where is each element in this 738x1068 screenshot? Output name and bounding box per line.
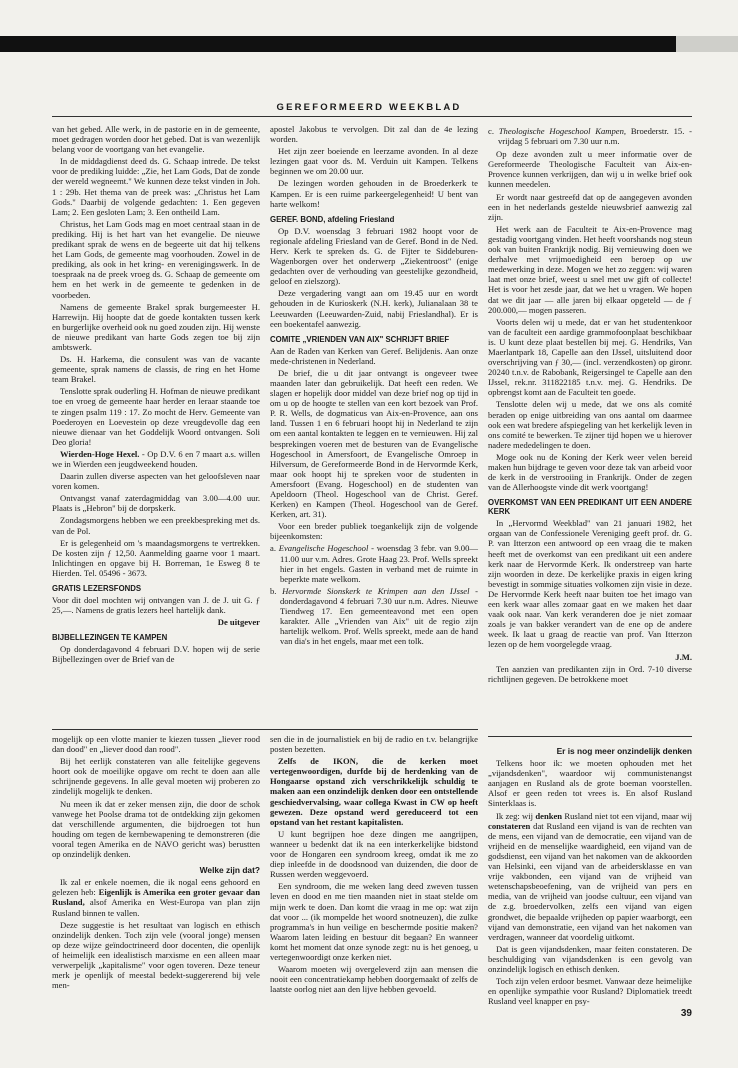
page-number: 39 (680, 1008, 692, 1019)
list-item (270, 586, 478, 647)
paragraph: Het werk aan de Faculteit te Aix-en-Provence mag gestadig voortgang vinden. Het heeft voorshands nog steun ook van buiten Frankrijk nodig. Bij vernieuwing doen we derhalve met vrijmoedigheid een beroep op uw medewerking in deze. Mogen we het zo zeggen: wij waren laat met onze brief, weest u snel met uw gift of collecte! Het is voor het zesde jaar, dat we het u vragen. We hopen dat we dit jaar — alle jaren bij elkaar opgeteld — de ƒ 200.000,— mogen passeren. (488, 223, 692, 315)
paragraph: Moge ook nu de Koning der Kerk weer velen bereid maken hun bijdrage te geven voor deze tak van arbeid voor de kerk in de verstrooiing in Frankrijk. Onder de zegen van de Allerhoogste vinde dit werk voortgang! (488, 451, 692, 493)
paragraph: Deze suggestie is het resultaat van logisch en ethisch onzindelijk denken. Toch zijn vele (vooral jonge) mensen op deze wijze geïndoctrineerd door docenten, die openlijk of heimelijk een idealistisch marxisme en een alleen maar verwerpelijk „kapitalisme" voor ogen toveren. Deze teneur merk je openlijk of meestal bedekt-suggererend bij vele men- (52, 919, 260, 991)
paragraph: Waarom moeten wij overgeleverd zijn aan mensen die nooit een concentratiekamp hebben doorgemaakt of zelfs de laatste oorlog niet aan den lijve hebben gevoeld. (270, 964, 478, 995)
section-heading: GRATIS LEZERSFONDS (52, 584, 142, 594)
paragraph: mogelijk op een vlotte manier te kiezen tussen „liever rood dan dood" en „liever dood dan rood". (52, 734, 260, 755)
list-text: - woensdag 3 febr. van 9.00—11.00 uur v.m. Adres. Grote Haag 23. Prof. Wells spreekt hier in het engels. Gasten in verband met de ruimte in beperkte mate welkom. (280, 543, 478, 584)
paragraph: apostel Jakobus te vervolgen. Dit zal dan de 4e lezing worden. (270, 124, 478, 145)
column-5 (270, 734, 478, 996)
paragraph: Er wordt naar gestreefd dat op de aangegeven avonden een in het nederlands gestelde nieuwsbrief aanwezig zal zijn. (488, 191, 692, 222)
header-rule (52, 116, 692, 117)
emphasis-text: constateren (488, 820, 531, 831)
column-4 (52, 734, 260, 992)
paragraph: Nu meen ik dat er zeker mensen zijn, die door de schok vanwege het Poolse drama tot de ontdekking zijn gekomen dat verschillende argumenten, die bijdroegen tot hun houding om tegen de kernbewapening te demonstreren (die vooral tegen Amerika en de NAVO gericht was) berustten op onzindelijk denken. (52, 798, 260, 860)
lead-text: Wierden-Hoge Hexel. (60, 448, 140, 459)
scan-top-bar-edge (676, 36, 738, 52)
paragraph: Voorts delen wij u mede, dat er van het studentenkoor van de faculteit een aardige grammofoonplaat beschikbaar is. U kunt deze plaat bestellen bij mej. G. Hendriks, Van Maerlantpark 18, Capelle aan den IJssel, uitsluitend door overschrijving van ƒ 30,— (incl. verzendkosten) op gironr. 20240 t.n.v. de Rabobank, Reigersingel te Capelle aan den IJssel, rek.nr. 311822185 t.n.v. mej. G. Hendriks. De opbrengst komt aan de Faculteit ten goede. (488, 316, 692, 398)
paragraph: De lezingen worden gehouden in de Broederkerk te Kampen. Er is een ruime parkeergelegenheid! U bent van harte welkom! (270, 178, 478, 209)
section-heading: BIJBELLEZINGEN TE KAMPEN (52, 633, 168, 643)
signature: J.M. (675, 651, 692, 662)
paragraph (52, 877, 260, 917)
emphasis-text: denken (535, 810, 563, 821)
section-heading: COMITE „VRIENDEN VAN AIX" SCHRIJFT BRIEF (270, 334, 450, 344)
paragraph-text: dat Rusland een vijand is van de rechten van de mens, een vijand van de democratie, een vijand van de vrijheid en de menselijke waardigheid, een vijand van de godsdienst, een vijand van het nakomen van de akkoorden van Helsinki, een vijand van de arbeidersklasse en van vrije vakbonden, een vijand van de vrijheid van wetenschapsbeoefening, van de vrijheid van pers en media, van de vrijheid van joodse cultuur, een vijand van de z.g. broedervolken, zelfs een vijand van eigen grondwet, die bepaalde vrijheden op papier waarborgt, een vijand van demonstratie, een vijand van het nakomen van verdragen, wanneer dat voordelig uitkomt. (488, 820, 692, 942)
emphasis-text: Eigenlijk is Amerika een groter gevaar dan Rusland, (52, 887, 260, 908)
paragraph: Ds. H. Harkema, die consulent was van de vacante gemeente, sprak namens de classis, de ring en het Home team Brakel. (52, 354, 260, 385)
section-heading: GEREF. BOND, afdeling Friesland (270, 214, 395, 224)
paragraph: van het gebed. Alle werk, in de pastorie en in de gemeente, moet gedragen worden door het gebed. Dat is van wezenlijk belang voor de voortgang van het evangelie. (52, 124, 260, 155)
paragraph: De brief, die u dit jaar ontvangt is ongeveer twee maanden later dan gebruikelijk. Dat heeft een reden. We slagen er hopelijk door middel van deze brief nog op tijd in om u op de hoogte te stellen van een kort bezoek van Prof. P. R. Wells, de dogmaticus van Aix-en-Provence, aan ons land. Tussen 1 en 6 februari hoopt hij in Nederland te zijn om een aantal kontakten te leggen en te vernieuwen. Hij zal besprekingen voeren met de besturen van de Evangelische Hogeschool in Amersfoort, de Evangelische Omroep in Hilversum, de Gereformeerde Bond in de Hervormde Kerk, maar ook hoopt hij te spreken voor de studenten in Amersfoort (Evang. Hogeschool) en de studenten van Apeldoorn (Theol. Hogeschool van de Christ. Geref. Kerken) en Kampen (Theol. Hogeschool van de Geref. Kerken, art. 31). (270, 367, 478, 520)
column-6 (488, 740, 692, 1008)
paragraph: Er is gelegenheid om 's maandagsmorgens te vertrekken. De kosten zijn ƒ 12,50. Aanmelding gaarne voor 1 maart. Inlichtingen en opgave bij H. Borreman, 1e Esweg 8 te Hierden. Tel. 05496 - 3673. (52, 537, 260, 578)
paragraph: Ontvangst vanaf zaterdagmiddag van 3.00—4.00 uur. Plaats is „Hebron" bij de dorpskerk. (52, 493, 260, 514)
paragraph-text: Ik zeg: wij (496, 810, 536, 821)
section-rule-right (488, 736, 692, 737)
signature: De uitgever (217, 617, 260, 628)
paragraph: Op D.V. woensdag 3 februari 1982 hoopt voor de regionale afdeling Friesland van de Geref. Bond in de Ned. Herv. Kerk te spreken ds. G. de Fijter te Siddeburen-Wagenborgen over het onderwerp „Ziekentroost" (enige gedachten over de verhouding van geestelijke gezondheid, geloof en zielszorg). (270, 225, 478, 287)
paragraph: Aan de Raden van Kerken van Geref. Belijdenis. Aan onze mede-christenen in Nederland. (270, 345, 478, 366)
paragraph-bold: Zelfs de IKON, die de kerken moet vertegenwoordigen, durfde bij de herdenking van de Hongaarse opstand zich verschrikkelijk schuldig te maken aan een onzindelijk denken door een ontstellende geschiedvervalsing, waar collega Kwast in CW op heeft gewezen. Deze opstand werd gereduceerd tot een opstand van het restant kapitalisten. (270, 756, 478, 827)
paragraph: Op deze avonden zult u meer informatie over de Gereformeerde Theologische Faculteit van Aix-en-Provence kunnen verkrijgen, dan wij u in welke brief ook kunnen meedelen. (488, 149, 692, 190)
paragraph: Bij het eerlijk constateren van alle feitelijke gegevens hoort ook de moeilijke opgave om recht te doen aan alle schrijnende gegevens. In alle geval moeten wij proberen zo zindelijk mogelijk te denken. (52, 756, 260, 797)
paragraph: In de middagdienst deed ds. G. Schaap intrede. De tekst voor de prediking luidde: „Zie, het Lam Gods, Dat de zonde der wereld wegneemt." We kunnen deze tekst vinden in Joh. 1 : 29b. Het thema van de preek was: „Christus het Lam Gods." Daarbij de volgende gedachten: 1. Een gegeven Lam; 2. Een gesloten Lam; 3. Een ontheild Lam. (52, 156, 260, 217)
paragraph: Op donderdagavond 4 februari D.V. hopen wij de serie Bijbellezingen over de Brief van de (52, 644, 260, 665)
meeting-list-continued (488, 126, 692, 146)
paragraph-text: - Op D.V. 6 en 7 maart a.s. willen we in Wierden een jeugdweekend houden. (52, 448, 260, 469)
section-rule (52, 729, 478, 730)
paragraph: Het zijn zeer boeiende en leerzame avonden. In al deze lezingen gaat voor ds. M. Verduin uit Kampen. Telkens beginnen we om 20.00 uur. (270, 146, 478, 177)
paragraph: Toch zijn velen erdoor besmet. Vanwaar deze heimelijke en openlijke sympathie voor Rusland? Diplomatiek treedt Rusland veel knapper en psy- (488, 976, 692, 1007)
paragraph-text: Ik zal er enkele noemen, die ik nogal eens gehoord en gelezen heb: (52, 877, 260, 898)
subheading: Welke zijn dat? (199, 865, 260, 876)
paragraph: Telkens hoor ik: we moeten ophouden met het „vijandsdenken", waardoor wij communistenangst aanjagen en Rusland als de grote boeman voorstellen. Alsof er geen reden tot vrees is. En alsof Rusland Sinterklaas is. (488, 758, 692, 809)
list-label: c. (488, 126, 494, 136)
paragraph-text: Rusland niet tot een vijand, maar wij (562, 810, 692, 821)
list-text: Broederstr. 15. - vrijdag 5 februari om 7.30 uur n.m. (498, 126, 693, 147)
paragraph (488, 811, 692, 942)
paragraph: Voor dit doel mochten wij ontvangen van J. de J. uit G. ƒ 25,—. Namens de gratis lezers heel hartelijk dank. (52, 595, 260, 616)
paragraph: Tenslotte sprak ouderling H. Hofman de nieuwe predikant toe en vroeg de gemeente haar herder en leraar staande toe te zingen psalm 119 : 17. Zo mocht de Herv. Gemeente van Poederoyen en Loevestein op deze vreugdevolle dag een nieuwe dienaar van het Goddelijk Woord ontvangen. Soli Deo gloria! (52, 386, 260, 447)
list-title: Theologische Hogeschool Kampen, (498, 126, 627, 136)
meeting-list (270, 543, 478, 646)
list-text: - donderdagavond 4 februari 7.30 uur n.m. Adres. Nieuwe Tiendweg 17. Een gemeenteavond met een open karakter. Alle „Vrienden van Aix" uit de regio zijn hartelijk welkom. Prof. Wells spreekt, mede aan de hand van dia's in het engels, maar met een tolk. (280, 585, 478, 647)
paragraph: Zondagsmorgens hebben we een preekbespreking met ds. van de Pol. (52, 515, 260, 536)
list-title: Evangelische Hogeschool (278, 543, 369, 554)
list-label: a. (270, 543, 276, 554)
paragraph: In „Hervormd Weekblad" van 21 januari 1982, het orgaan van de Confessionele Vereniging geeft prof. dr. G. P. van Itterzon een antwoord op een vraag die te maken heeft met de overkomst van een predikant uit een andere kerk naar de Hervormde Kerk. Ik onderstreep van harte zijn woorden in deze. De kerkelijke praxis in eigen kring bevestigt in sommige situaties volkomen zijn visie in deze. De Hervormde Kerk heeft naar buiten toe het imago van een kerk waar alles zomaar gaat en we maken het daar vaak ook naar. Van kerk veranderen doe je niet zomaar zoals je van bakker verandert van de ene op de andere week. Ik laat u graag de reactie van prof. Van Itterzon lezen op de hem voorgelegde vraag. (488, 518, 692, 650)
list-label: b. (270, 585, 277, 596)
paragraph: Voor een breder publiek toegankelijk zijn de volgende bijeenkomsten: (270, 521, 478, 542)
subheading: Er is nog meer onzindelijk denken (556, 746, 692, 756)
paragraph: Ten aanzien van predikanten zijn in Ord. 7-10 diverse richtlijnen gegeven. De betrokkene moet (488, 663, 692, 684)
column-2 (270, 124, 478, 649)
paragraph: U kunt begrijpen hoe deze dingen me aangrijpen, wanneer u bedenkt dat ik na een interkerkelijke bidstond voor de Hongaren een syndroom kreeg, omdat ik me zo diep inleefde in de doodsnood van duizenden, die door de Russen werden weggevoerd. (270, 828, 478, 880)
running-header: GEREFORMEERD WEEKBLAD (276, 102, 462, 113)
column-1 (52, 124, 260, 667)
list-item (270, 543, 478, 583)
paragraph: Deze vergadering vangt aan om 19.45 uur en wordt gehouden in de Kurioskerk (N.H. kerk), Julianalaan 38 te Leeuwarden (Leeuwarden-Zuid, nabij Frieslandhal). Er is een boekentafel aanwezig. (270, 288, 478, 329)
section-heading: OVERKOMST VAN EEN PREDIKANT UIT EEN ANDERE KERK (488, 498, 692, 517)
paragraph-text: alsof Amerika en West-Europa van plan zijn Rusland binnen te vallen. (52, 897, 260, 918)
column-3 (488, 124, 692, 686)
scan-top-bar (0, 36, 738, 52)
list-title: Hervormde Sionskerk te Krimpen aan den IJssel (282, 585, 470, 596)
paragraph: Namens de gemeente Brakel sprak burgemeester H. Harrewijn. Hij hoopte dat de goede kontakten tussen kerk en burgerlijke overheid ook nu goed zouden zijn. Hij wenste de nieuwe predikant van harte Gods zegen toe bij zijn ambtswerk. (52, 301, 260, 352)
paragraph: Tenslotte delen wij u mede, dat we ons als comité beraden op enige uitbreiding van ons aantal om daarmee ook een wat bredere afspiegeling van het kerkelijk leven in ons comité te bewerken. Te zijner tijd hopen we u hierover nadere mededelingen te doen. (488, 399, 692, 450)
paragraph: sen die in de journalistiek en bij de radio en t.v. belangrijke posten bezetten. (270, 734, 478, 755)
paragraph: Daarin zullen diverse aspecten van het geloofsleven naar voren komen. (52, 471, 260, 492)
paragraph: Een syndroom, die me weken lang deed zweven tussen leven en dood en me tien maanden niet in staat stelde om mijn werk te doen. Dan komt die vraag in me op: wat zijn dat voor ... (ik mompelde het woord snotneuzen), die zulke programma's in hun veilige en beschermde positie maken? Waarom laten leiding en bestuur dit begaan? En wanneer komt het moment dat onze synode zegt: nu is het genoeg, u vertegenwoordigt onze kerken niet. (270, 881, 478, 962)
paragraph: Christus, het Lam Gods mag en moet centraal staan in de prediking. Hij is het hart van het evangelie. De nieuwe predikant sprak de wens en de begeerte uit dat hij telkens het Lam Gods, de gemeente mag voorhouden. Zowel in de prediking, als ook in het kring- en verenigingswerk. In de toespraak na de preek vroeg ds. G. Schaap de gemeente om hem en het werk in de gemeente te gedenken in de voorbeden. (52, 218, 260, 300)
list-item (488, 126, 692, 146)
paragraph: Dat is geen vijandsdenken, maar feiten constateren. De beschuldiging van vijandsdenken is een gevolg van onzindelijk logisch en ethisch denken. (488, 943, 692, 974)
paragraph (52, 449, 260, 469)
